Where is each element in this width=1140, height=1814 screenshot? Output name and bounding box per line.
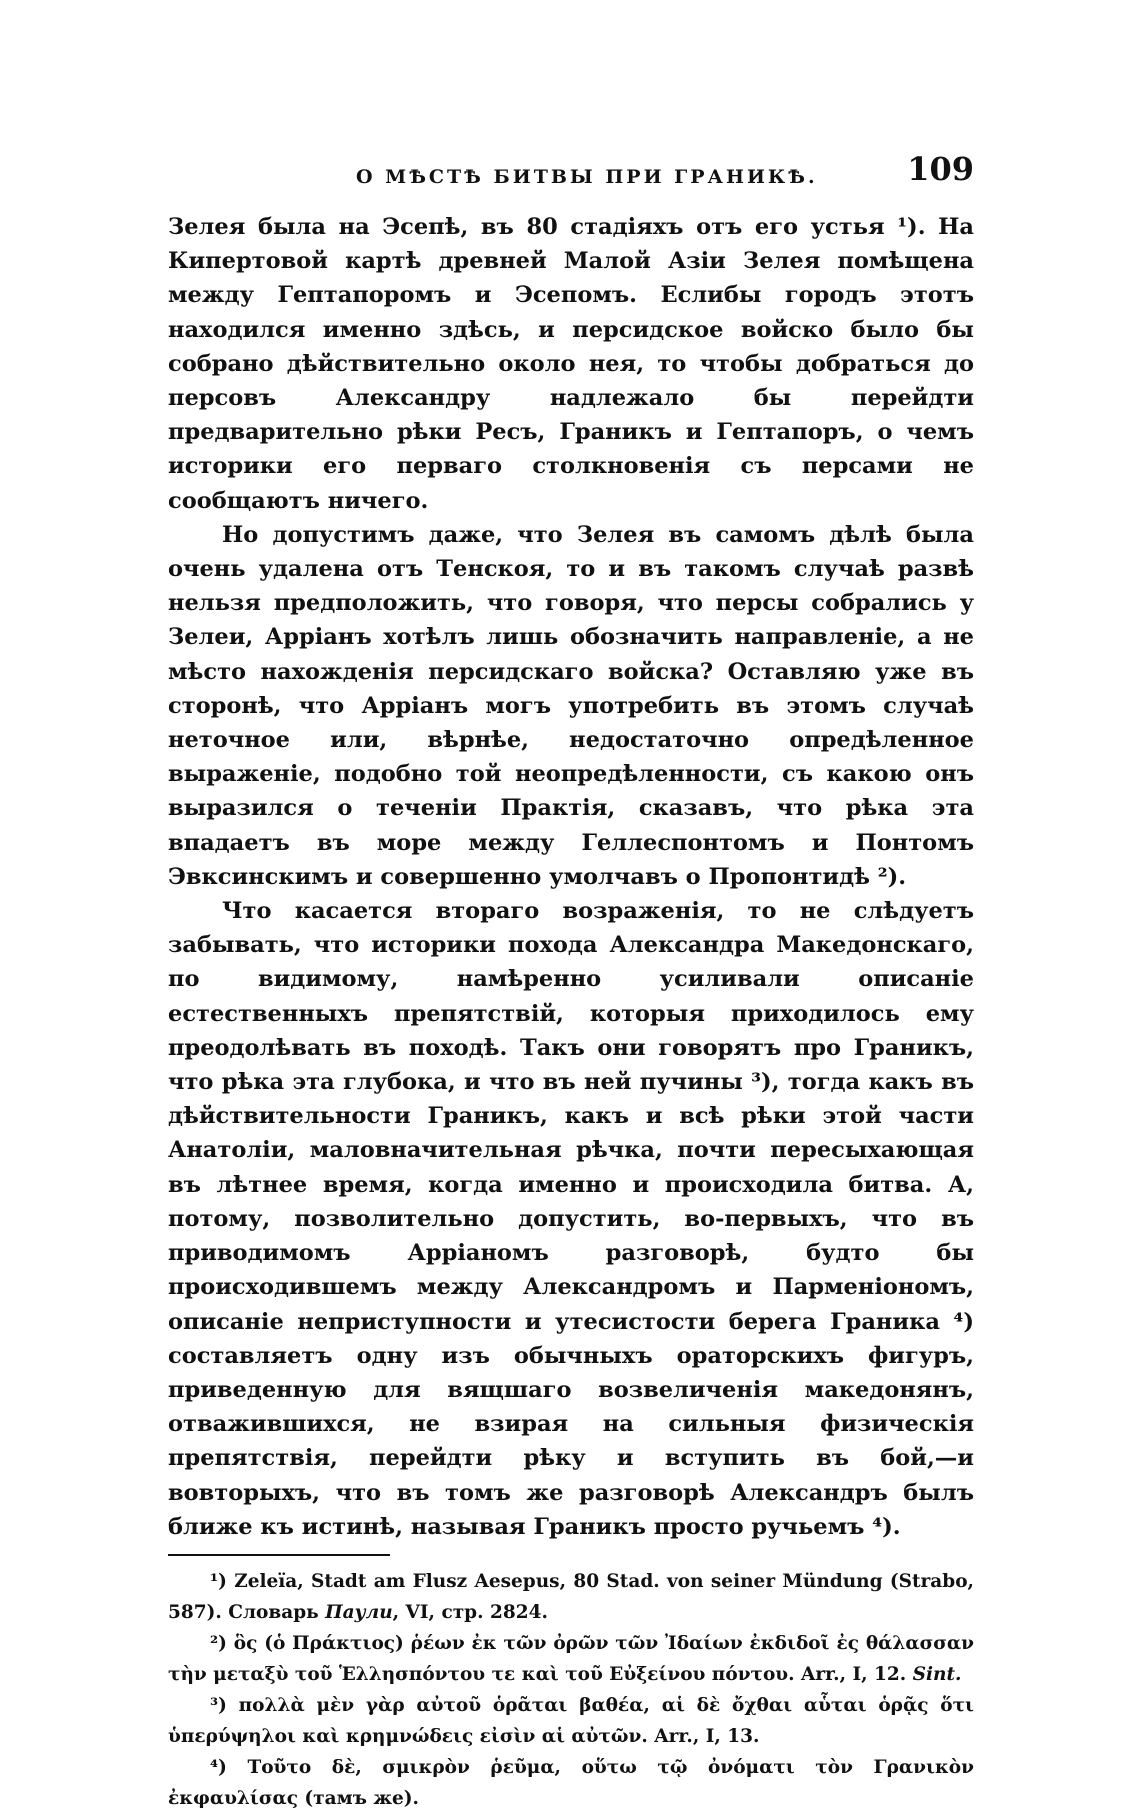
main-text bbox=[168, 210, 974, 1544]
footnote-mark: ¹) bbox=[210, 1570, 227, 1592]
footnote-text: πολλὰ μὲν γὰρ αὐτοῦ ὁρᾶται βαθέα, αἱ δὲ ὄχθαι αὗται ὁρᾷς ὅτι ὑπερύψηλοι καὶ κρημνώδεις εἰσὶν αἱ αὐτῶν. Arr., I, 13. bbox=[168, 1694, 974, 1747]
footnote-divider bbox=[168, 1554, 390, 1556]
footnote-mark: ⁴) bbox=[210, 1756, 227, 1778]
book-page bbox=[168, 150, 974, 1814]
paragraph: Но допустимъ даже, что Зелея въ самомъ дѣлѣ была очень удалена отъ Тенскоя, то и въ такомъ случаѣ развѣ нельзя предположить, что говоря, что персы собрались у Зелеи, Арріанъ хотѣлъ лишь обозначить направленіе, а не мѣсто нахожденія персидскаго войска? Оставляю уже въ сторонѣ, что Арріанъ могъ употребить въ этомъ случаѣ неточное или, вѣрнѣе, недостаточно опредѣленное выраженіе, подобно той неопредѣленности, съ какою онъ выразился о теченіи Практія, сказавъ, что рѣка эта впадаетъ въ море между Геллеспонтомъ и Понтомъ Эвксинскимъ и совершенно умолчавъ о Пропонтидѣ ²). bbox=[168, 521, 974, 890]
footnote-3 bbox=[168, 1690, 974, 1752]
footnote-2 bbox=[168, 1628, 974, 1690]
paragraph: Зелея была на Эсепѣ, въ 80 стадіяхъ отъ его устья ¹). На Кипертовой картѣ древней Малой Азіи Зелея помѣщена между Гептапоромъ и Эсепомъ. Еслибы городъ этотъ находился именно здѣсь, и персидское войско было бы собрано дѣйствительно около нея, то чтобы добраться до персовъ Александру надлежало бы перейдти предварительно рѣки Ресъ, Граникъ и Гептапоръ, о чемъ историки его перваго столкновенія съ персами не сообщаютъ ничего. bbox=[168, 214, 974, 514]
footnote-text: ὃς (ὁ Πράκτιος) ῥέων ἐκ τῶν ὀρῶν τῶν Ἰδαίων ἐκδιδοῖ ἐς θάλασσαν τὴν μεταξὺ τοῦ Ἑλλησπόντου τε καὶ τοῦ Εὐξείνου πόντου. Arr., I, 12. bbox=[168, 1632, 974, 1685]
footnote-4 bbox=[168, 1752, 974, 1814]
running-title: О МѢСТѢ БИТВЫ ПРИ ГРАНИКѢ. bbox=[356, 166, 818, 188]
footnote-1 bbox=[168, 1566, 974, 1628]
footnote-italic: Паули bbox=[325, 1601, 393, 1623]
footnotes bbox=[168, 1566, 974, 1814]
footnote-text: , VI, стр. 2824. bbox=[392, 1601, 548, 1623]
footnote-text: Zeleïa, Stadt am Flusz Aesepus, 80 Stad. von seiner Mündung (Strabo, 587). Словарь bbox=[168, 1570, 974, 1623]
footnote-mark: ²) bbox=[210, 1632, 227, 1654]
footnote-text: Τοῦτο δὲ, σμικρὸν ῥεῦμα, οὕτω τῷ ὀνόματι τὸν Γρανικὸν ἐκφαυλίσας (тамъ же). bbox=[168, 1756, 974, 1809]
footnote-italic: Sint. bbox=[912, 1663, 962, 1685]
page-number: 109 bbox=[907, 150, 974, 188]
footnote-mark: ³) bbox=[210, 1694, 227, 1716]
paragraph: Что касается втораго возраженія, то не слѣдуетъ забывать, что историки похода Александра Македонскаго, по видимому, намѣренно усиливали описаніе естественныхъ препятствій, которыя приходилось ему преодолѣвать въ походѣ. Такъ они говорятъ про Граникъ, что рѣка эта глубока, и что въ ней пучины ³), тогда какъ въ дѣйствительности Граникъ, какъ и всѣ рѣки этой части Анатоліи, маловначительная рѣчка, почти пересыхающая въ лѣтнее время, когда именно и происходила битва. А, потому, позволительно допустить, во-первыхъ, что въ приводимомъ Арріаномъ разговорѣ, будто бы происходившемъ между Александромъ и Парменіономъ, описаніе неприступности и утесистости берега Граника ⁴) составляетъ одну изъ обычныхъ ораторскихъ фигуръ, приведенную для вящшаго возвеличенія македонянъ, отважившихся, не взирая на сильныя физическія препятствія, перейдти рѣку и вступить въ бой,—и вовторыхъ, что въ томъ же разговорѣ Александръ былъ ближе къ истинѣ, называя Граникъ просто ручьемъ ⁴). bbox=[168, 898, 974, 1540]
page-header bbox=[168, 150, 974, 210]
